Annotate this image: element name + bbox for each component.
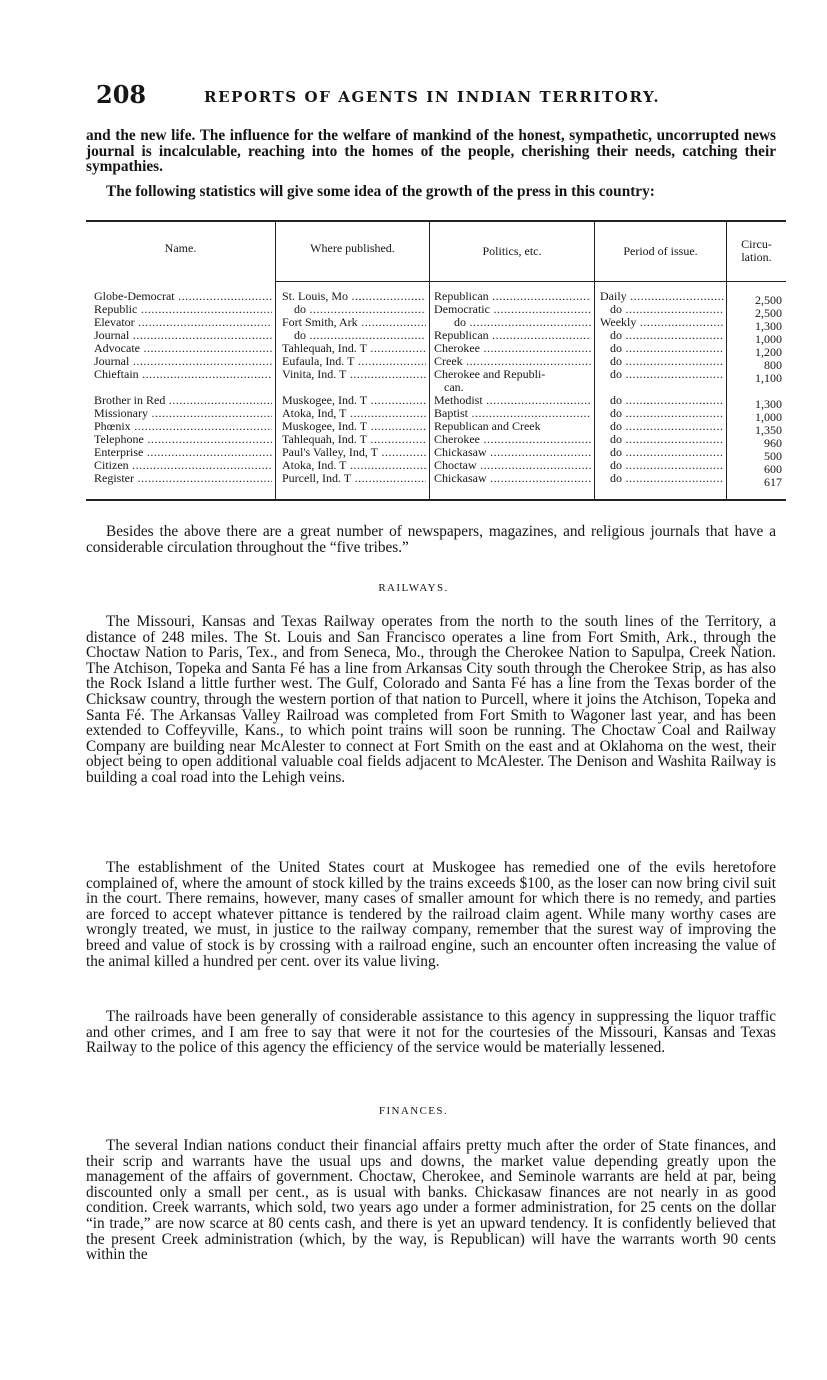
table-cell: do .....	[600, 303, 724, 316]
table-cell: do .....	[282, 329, 426, 342]
table-cell: do .....	[600, 407, 724, 420]
table-cell: 1,350	[755, 424, 782, 437]
table-cell: 1,300	[755, 320, 782, 333]
table-cell: Purcell, Ind. T .....	[282, 472, 426, 485]
table-cell: Weekly .....	[600, 316, 724, 329]
table-cell: do .....	[600, 459, 724, 472]
table-cell: do .....	[600, 472, 724, 485]
table-cell: Tahlequah, Ind. T .....	[282, 433, 426, 446]
header-where-published: Where published.	[310, 241, 395, 255]
header-underline	[275, 281, 786, 282]
table-cell: do .....	[600, 433, 724, 446]
table-cell: Cherokee .....	[434, 433, 591, 446]
table-cell: do .....	[600, 329, 724, 342]
table-cell: 1,200	[755, 346, 782, 359]
table-cell: 1,300	[755, 398, 782, 411]
table-cell: Paul's Valley, Ind, T .....	[282, 446, 426, 459]
table-cell: do .....	[600, 420, 724, 433]
table-cell: do .....	[600, 368, 724, 381]
newspaper-statistics-table	[86, 220, 786, 504]
table-cell: Republic .....	[94, 303, 272, 316]
railways-heading: RAILWAYS.	[378, 582, 449, 594]
table-cell: Eufaula, Ind. T .....	[282, 355, 426, 368]
header-period: Period of issue.	[623, 244, 698, 258]
table-cell: 1,000	[755, 411, 782, 424]
running-title: REPORTS OF AGENTS IN INDIAN TERRITORY.	[204, 88, 661, 106]
table-cell: Globe-Democrat .....	[94, 290, 272, 303]
table-cell: Missionary .....	[94, 407, 272, 420]
table-cell: 800	[764, 359, 782, 372]
table-bottom-rule	[86, 499, 786, 501]
table-cell: Phœnix .....	[94, 420, 272, 433]
railways-paragraph-1: The Missouri, Kansas and Texas Railway operates from the north to the south lines of the Territory, a distance of 248 miles. The St. Louis and San Francisco operates a line from Fort Smith, Ark., through the Choctaw Nation to Paris, Tex., and from Seneca, Mo., through the Cherokee Nation to Sapulpa, Creek Nation. The Atchison, Topeka and Santa Fé has a line from Arkansas City south through the Cherokee Strip, as has also the Rock Island a little further west. The Gulf, Colorado and Santa Fé has a line from the Texas border of the Chicksaw country, through the western portion of that nation to Purcell, where it joins the Atchison, Topeka and Santa Fé. The Arkansas Valley Railroad was completed from Fort Smith to Wagoner last year, and has been extended to Coffeyville, Kans., to which point trains will soon be running. The Choctaw Coal and Railway Company are building near McAlester to connect at Fort Smith on the east and at Oklahoma on the west, their object being to open additional valuable coal fields adjacent to McAlester. The Denison and Washita Railway is building a coal road into the Lehigh veins.	[86, 613, 776, 786]
table-cell: Daily .....	[600, 290, 724, 303]
table-cell: Journal .....	[94, 329, 272, 342]
table-cell: 617	[764, 476, 782, 489]
column-circulation	[730, 294, 782, 489]
table-cell: Muskogee, Ind. T .....	[282, 394, 426, 407]
page-number: 208	[96, 80, 147, 109]
table-cell: Cherokee and Republi-	[434, 368, 546, 381]
table-cell: Chieftain .....	[94, 368, 272, 381]
finances-heading: FINANCES.	[378, 1105, 449, 1117]
header-circulation: Circu- lation.	[741, 237, 772, 264]
table-cell: 2,500	[755, 307, 782, 320]
table-cell: 960	[764, 437, 782, 450]
table-cell: Journal .....	[94, 355, 272, 368]
table-cell: Choctaw .....	[434, 459, 591, 472]
finances-paragraph-1: The several Indian nations conduct their financial affairs pretty much after the order of State finances, and their scrip and warrants have the usual ups and downs, the market value depending greatly upon the management of the affairs of government. Choctaw, Cherokee, and Seminole warrants are held at par, being discounted only a small per cent., as is usual with banks. Chickasaw finances are not nearly in as good condition. Creek warrants, which sold, two years ago under a former administration, for 25 cents on the dollar “in trade,” are now scarce at 80 cents cash, and there is yet an upward tendency. It is confidently believed that the present Creek administration (which, by the way, is Republican) will have the warrants worth 90 cents within the	[86, 1137, 776, 1264]
table-cell: Fort Smith, Ark .....	[282, 316, 426, 329]
table-cell: 1,000	[755, 333, 782, 346]
table-cell: do .....	[434, 316, 591, 329]
column-period	[600, 290, 724, 485]
header-politics: Politics, etc.	[482, 244, 542, 258]
table-cell: 500	[764, 450, 782, 463]
table-cell: Cherokee .....	[434, 342, 591, 355]
table-cell: can.	[444, 381, 464, 394]
table-cell: Enterprise .....	[94, 446, 272, 459]
intro-paragraph: and the new life. The influence for the welfare of mankind of the honest, sympathetic, uncorrupted news journal is incalculable, reaching into the homes of the people, cherishing their needs, catching their sympathies.	[86, 127, 776, 176]
column-name	[94, 290, 272, 485]
table-cell: Republican .....	[434, 329, 591, 342]
table-cell: Creek .....	[434, 355, 591, 368]
table-cell: Atoka, Ind, T .....	[282, 407, 426, 420]
table-cell: Tahlequah, Ind. T .....	[282, 342, 426, 355]
table-cell: Vinita, Ind. T .....	[282, 368, 426, 381]
table-cell: Elevator .....	[94, 316, 272, 329]
table-cell: do .....	[600, 446, 724, 459]
table-cell: Brother in Red .....	[94, 394, 272, 407]
table-cell: Baptist .....	[434, 407, 591, 420]
column-politics	[434, 290, 591, 485]
table-cell: Chickasaw .....	[434, 472, 591, 485]
table-cell: Methodist .....	[434, 394, 591, 407]
railways-paragraph-2: The establishment of the United States court at Muskogee has remedied one of the evils heretofore complained of, where the amount of stock killed by the trains exceeds $100, as the loser can now bring civil suit in the court. There remains, however, many cases of smaller amount for which there is no remedy, and parties are forced to accept whatever pittance is tendered by the railroad claim agent. While many worthy cases are wrongly treated, we must, in justice to the railway company, remember that the surest way of improving the breed and value of stock is by crossing with a railroad engine, such an encounter often increasing the value of the animal killed a hundred per cent. over its value living.	[86, 859, 776, 970]
table-cell: Advocate .....	[94, 342, 272, 355]
table-cell: St. Louis, Mo .....	[282, 290, 426, 303]
header-name: Name.	[164, 241, 197, 255]
column-divider	[594, 222, 595, 499]
table-cell: 2,500	[755, 294, 782, 307]
table-cell: Chickasaw .....	[434, 446, 591, 459]
table-cell: Register .....	[94, 472, 272, 485]
table-cell: Democratic .....	[434, 303, 591, 316]
table-cell: do .....	[600, 342, 724, 355]
table-cell: do .....	[282, 303, 426, 316]
table-cell: Muskogee, Ind. T .....	[282, 420, 426, 433]
table-cell: do .....	[600, 355, 724, 368]
table-cell: Republican and Creek	[434, 420, 541, 433]
table-cell: Atoka, Ind. T .....	[282, 459, 426, 472]
column-divider	[429, 222, 430, 499]
intro-statistics-line: The following statistics will give some idea of the growth of the press in this country:	[106, 183, 655, 200]
table-cell: Telephone .....	[94, 433, 272, 446]
table-cell: Citizen .....	[94, 459, 272, 472]
column-divider	[275, 222, 276, 499]
column-where-published	[282, 290, 426, 485]
table-cell: do .....	[600, 394, 724, 407]
page-header	[96, 80, 786, 110]
railways-paragraph-3: The railroads have been generally of considerable assistance to this agency in suppressing the liquor traffic and other crimes, and I am free to say that were it not for the courtesies of the Missouri, Kansas and Texas Railway to the police of this agency the efficiency of the service would be materially lessened.	[86, 1008, 776, 1057]
table-cell: 1,100	[755, 372, 782, 385]
table-cell: 600	[764, 463, 782, 476]
table-top-rule	[86, 220, 786, 222]
table-cell: Republican .....	[434, 290, 591, 303]
after-table-paragraph: Besides the above there are a great number of newspapers, magazines, and religious journals that have a considerable circulation throughout the “five tribes.”	[86, 523, 776, 556]
